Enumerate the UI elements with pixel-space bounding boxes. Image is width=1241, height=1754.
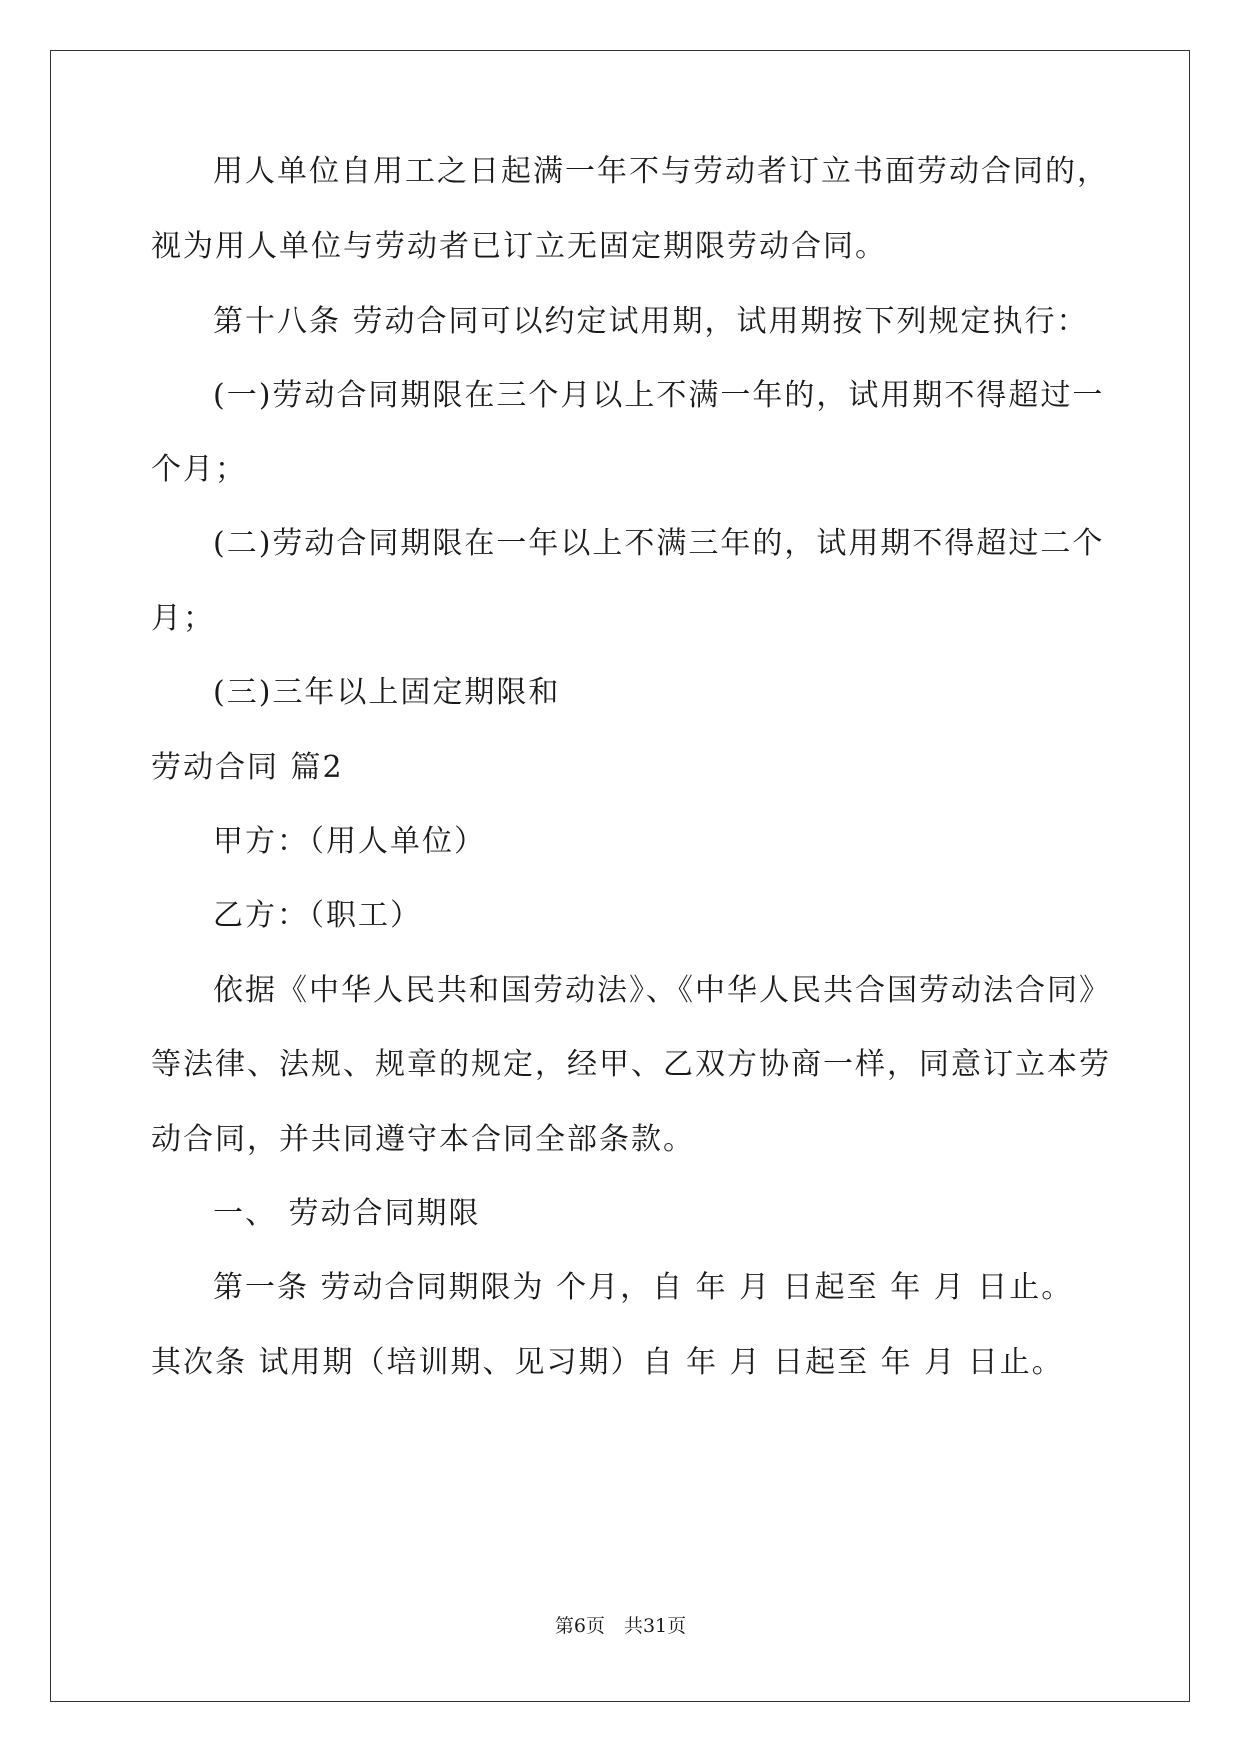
list-item-line: (二)劳动合同期限在一年以上不满三年的，试用期不得超过二个 [213, 526, 1105, 561]
list-item-line: (三)三年以上固定期限和 [213, 675, 561, 710]
party-b-line: 乙方：（职工） [213, 898, 422, 933]
article-line: 其次条 试用期（培训期、见习期）自 年 月 日起至 年 月 日止。 [151, 1345, 1064, 1380]
section-heading: 一、 劳动合同期限 [213, 1196, 481, 1231]
article-line: 第一条 劳动合同期限为 个月，自 年 月 日起至 年 月 日止。 [213, 1270, 1074, 1305]
list-item-line: (一)劳动合同期限在三个月以上不满一年的，试用期不得超过一 [213, 378, 1105, 413]
article-heading-line: 第十八条 劳动合同可以约定试用期，试用期按下列规定执行： [213, 304, 1089, 339]
list-item-continuation: 个月； [151, 452, 247, 487]
paragraph-line: 用人单位自用工之日起满一年不与劳动者订立书面劳动合同的， [213, 154, 1109, 189]
section-title: 劳动合同 篇2 [151, 750, 344, 785]
paragraph-line: 动合同，并共同遵守本合同全部条款。 [151, 1122, 695, 1157]
paragraph-line: 视为用人单位与劳动者已订立无固定期限劳动合同。 [151, 229, 887, 264]
list-item-continuation: 月； [151, 601, 215, 636]
page-number-label: 第6页 共31页 [554, 1615, 687, 1637]
paragraph-line: 等法律、法规、规章的规定，经甲、乙双方协商一样，同意订立本劳 [151, 1047, 1111, 1082]
page-footer [0, 1614, 1241, 1638]
party-a-line: 甲方：（用人单位） [213, 824, 486, 859]
page-border [50, 50, 1190, 1702]
paragraph-line: 依据《中华人民共和国劳动法》、《中华人民共合国劳动法合同》 [213, 973, 1111, 1008]
